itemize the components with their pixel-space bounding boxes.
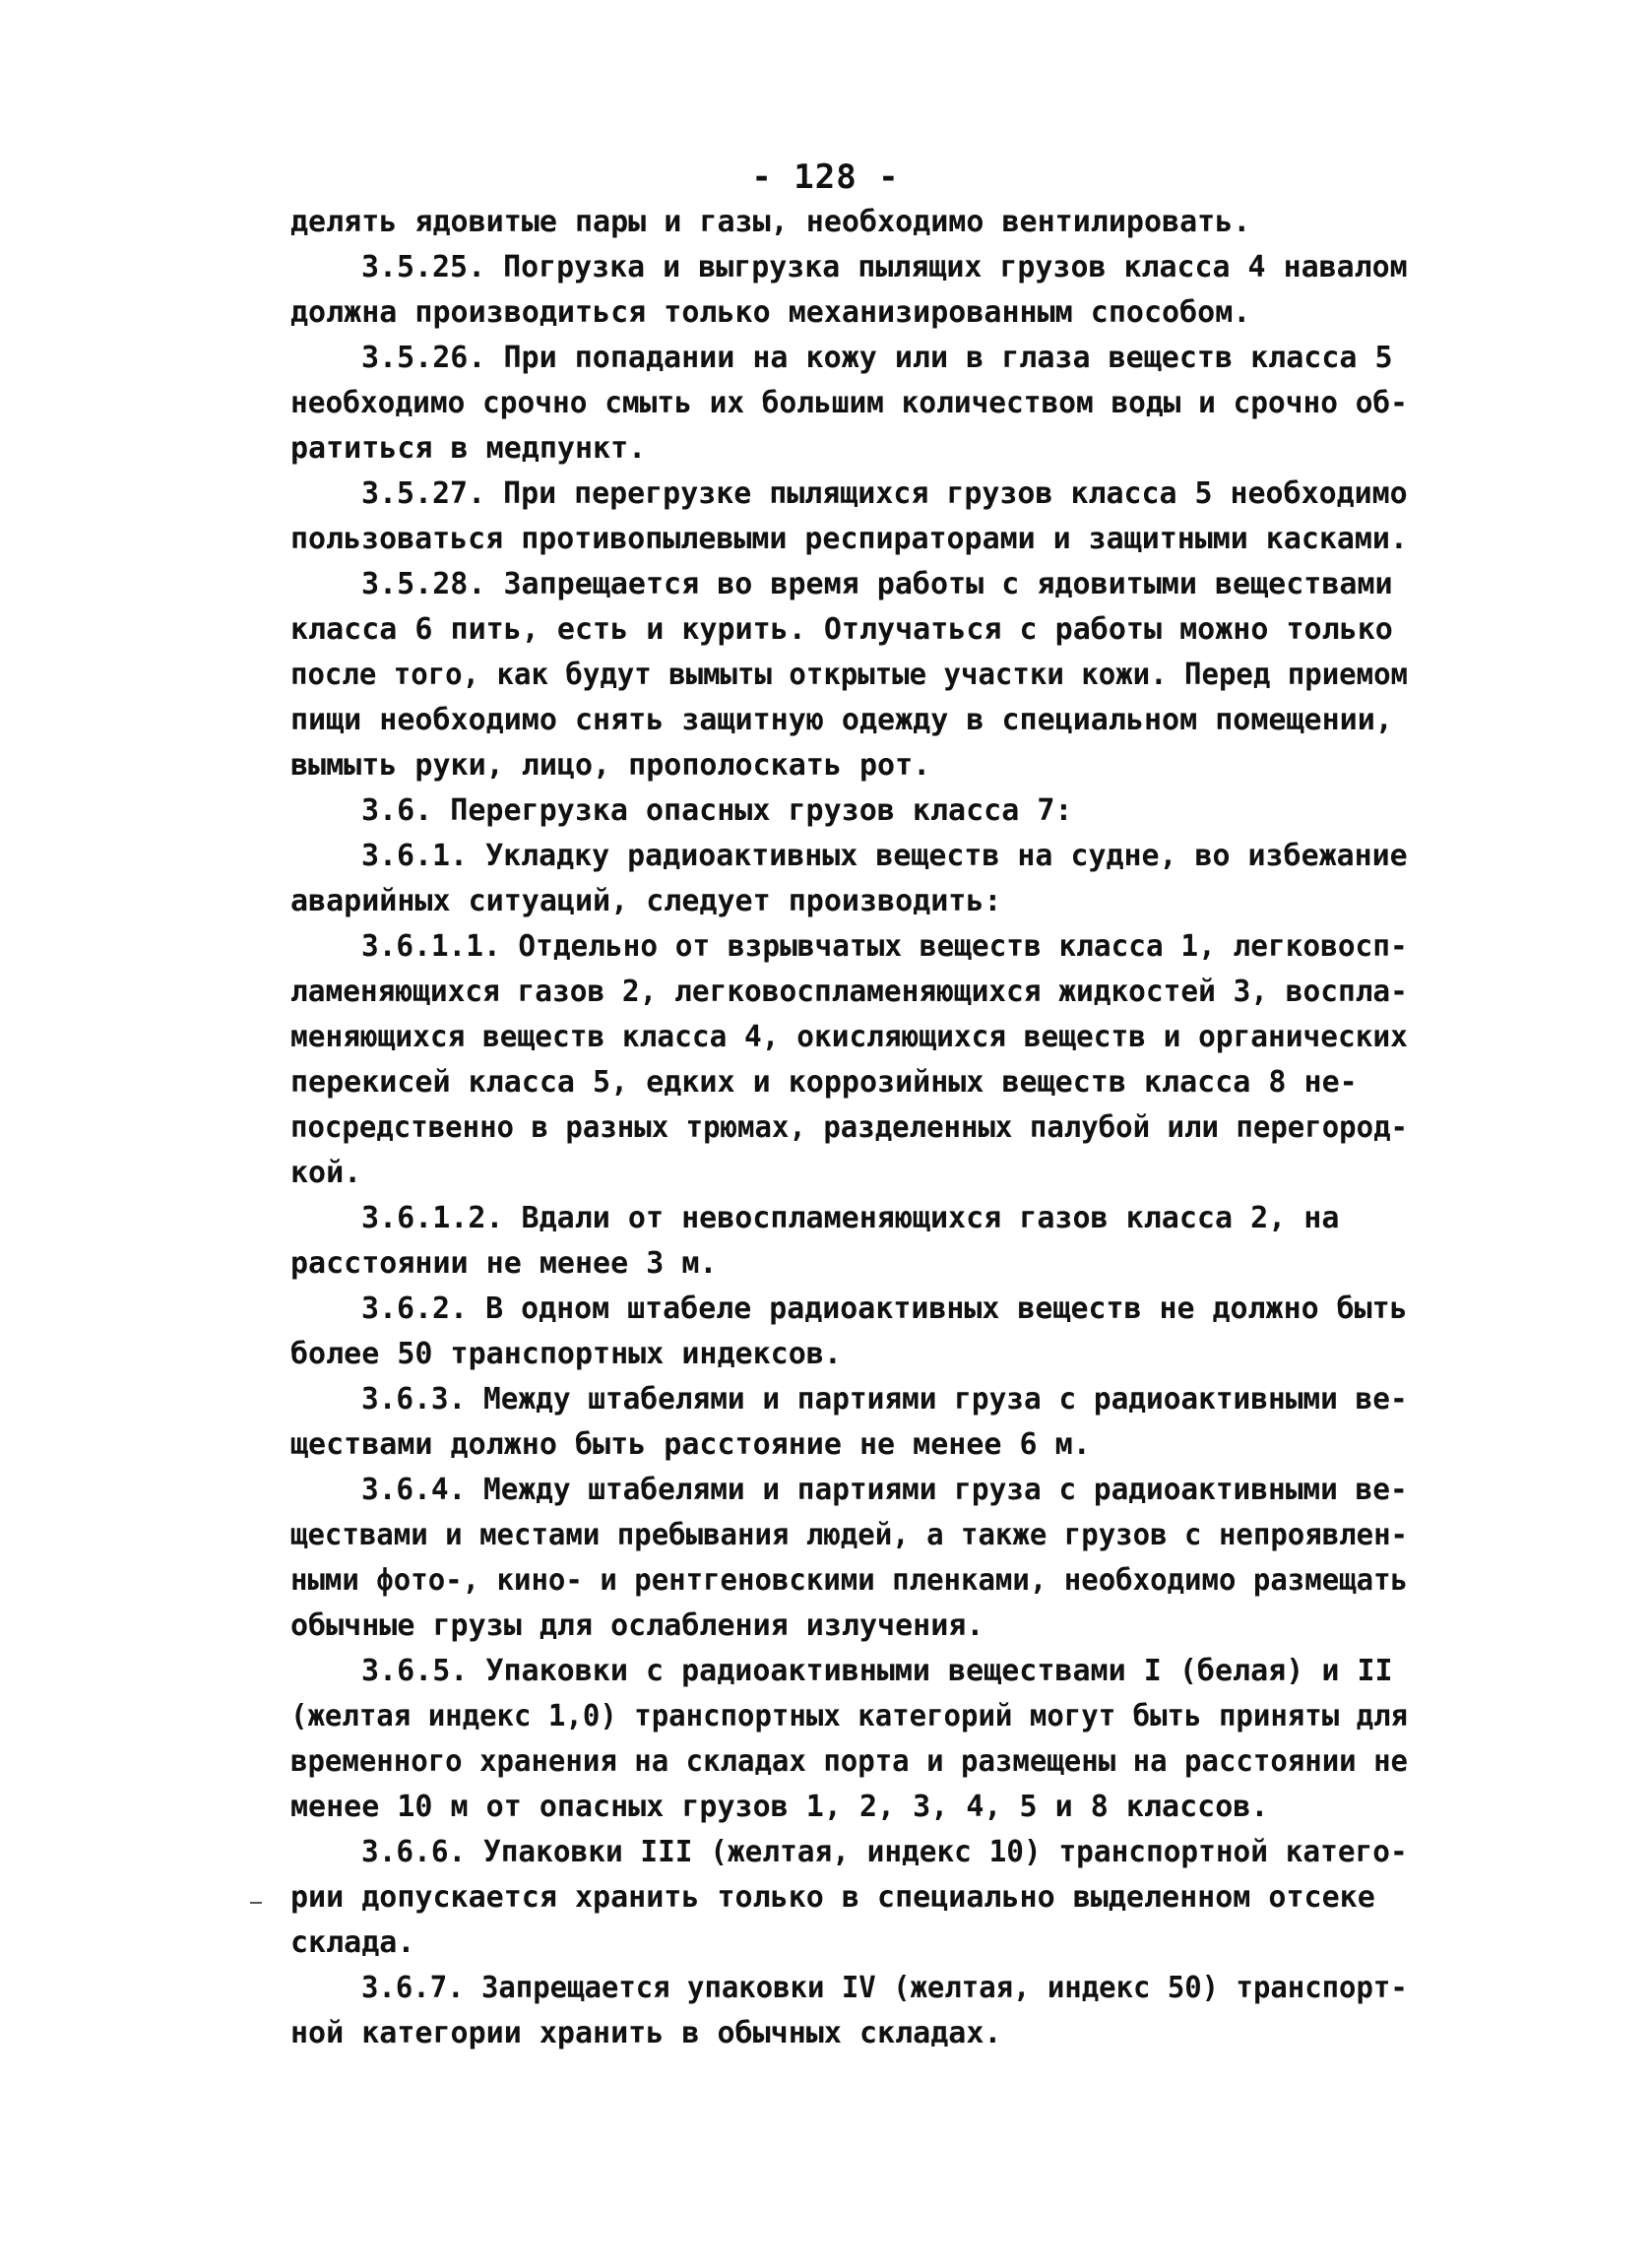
text-line: посредственно в разных трюмах, разделенных палубой или перегород- bbox=[290, 1110, 1409, 1145]
text-line: ществами и местами пребывания людей, а также грузов с непроявлен- bbox=[290, 1518, 1409, 1552]
text-line: временного хранения на складах порта и размещены на расстоянии не bbox=[290, 1744, 1409, 1779]
text-line: рии допускается хранить только в специально выделенном отсеке bbox=[290, 1880, 1375, 1915]
text-line: 3.6.1.1. Отдельно от взрывчатых веществ класса 1, легковосп- bbox=[361, 929, 1408, 964]
text-line: перекисей класса 5, едких и коррозийных веществ класса 8 не- bbox=[290, 1065, 1358, 1100]
text-line: 3.6.1. Укладку радиоактивных веществ на судне, во избежание bbox=[361, 839, 1408, 873]
text-line: ществами должно быть расстояние не менее 6 м. bbox=[290, 1427, 1091, 1462]
text-line: 3.6. Перегрузка опасных грузов класса 7: bbox=[361, 793, 1073, 828]
text-line: ными фото-, кино- и рентгеновскими пленками, необходимо размещать bbox=[290, 1563, 1409, 1598]
text-line: обычные грузы для ослабления излучения. bbox=[290, 1608, 984, 1643]
text-line: 3.6.2. В одном штабеле радиоактивных веществ не должно быть bbox=[361, 1292, 1408, 1326]
text-line: более 50 транспортных индексов. bbox=[290, 1337, 842, 1371]
text-line: аварийных ситуаций, следует производить: bbox=[290, 884, 1002, 918]
text-line: пользоваться противопылевыми респираторами и защитными касками. bbox=[290, 522, 1408, 556]
text-line: пищи необходимо снять защитную одежду в специальном помещении, bbox=[290, 703, 1393, 737]
text-line: 3.6.1.2. Вдали от невоспламеняющихся газов класса 2, на bbox=[361, 1201, 1340, 1235]
text-line: кой. bbox=[290, 1156, 362, 1190]
page-number: - 128 - bbox=[751, 158, 900, 197]
text-line: (желтая индекс 1,0) транспортных категорий могут быть приняты для bbox=[290, 1699, 1409, 1733]
text-line: должна производиться только механизированным способом. bbox=[290, 295, 1251, 330]
text-line: 3.5.27. При перегрузке пылящихся грузов класса 5 необходимо bbox=[361, 476, 1408, 511]
text-line: 3.6.4. Между штабелями и партиями груза с радиоактивными ве- bbox=[361, 1473, 1408, 1507]
text-line: меняющихся веществ класса 4, окисляющихся веществ и органических bbox=[290, 1020, 1408, 1054]
text-line: вымыть руки, лицо, прополоскать рот. bbox=[290, 748, 931, 783]
text-line: расстоянии не менее 3 м. bbox=[290, 1246, 718, 1281]
text-line: 3.6.3. Между штабелями и партиями груза с радиоактивными ве- bbox=[361, 1382, 1408, 1417]
text-line: ламеняющихся газов 2, легковоспламеняющихся жидкостей 3, воспла- bbox=[290, 975, 1408, 1009]
margin-mark bbox=[250, 1902, 262, 1904]
text-line: делять ядовитые пары и газы, необходимо вентилировать. bbox=[290, 205, 1251, 239]
text-line: 3.5.28. Запрещается во время работы с ядовитыми веществами bbox=[361, 567, 1393, 601]
text-line: класса 6 пить, есть и курить. Отлучаться с работы можно только bbox=[290, 612, 1393, 647]
text-line: менее 10 м от опасных грузов 1, 2, 3, 4, 5 и 8 классов. bbox=[290, 1790, 1269, 1824]
text-line: склада. bbox=[290, 1925, 415, 1960]
text-line: ратиться в медпункт. bbox=[290, 431, 647, 466]
text-line: после того, как будут вымыты открытые участки кожи. Перед приемом bbox=[290, 658, 1409, 692]
text-line: 3.5.26. При попадании на кожу или в глаза веществ класса 5 bbox=[361, 341, 1393, 375]
text-line: ной категории хранить в обычных складах. bbox=[290, 2016, 1002, 2050]
text-line: необходимо срочно смыть их большим количеством воды и срочно об- bbox=[290, 386, 1408, 420]
text-line: 3.6.7. Запрещается упаковки IV (желтая, индекс 50) транспорт- bbox=[361, 1971, 1408, 2005]
text-line: 3.5.25. Погрузка и выгрузка пылящих грузов класса 4 навалом bbox=[361, 250, 1408, 284]
text-line: 3.6.5. Упаковки с радиоактивными веществами I (белая) и II bbox=[361, 1654, 1393, 1688]
text-line: 3.6.6. Упаковки III (желтая, индекс 10) транспортной катего- bbox=[361, 1835, 1408, 1869]
